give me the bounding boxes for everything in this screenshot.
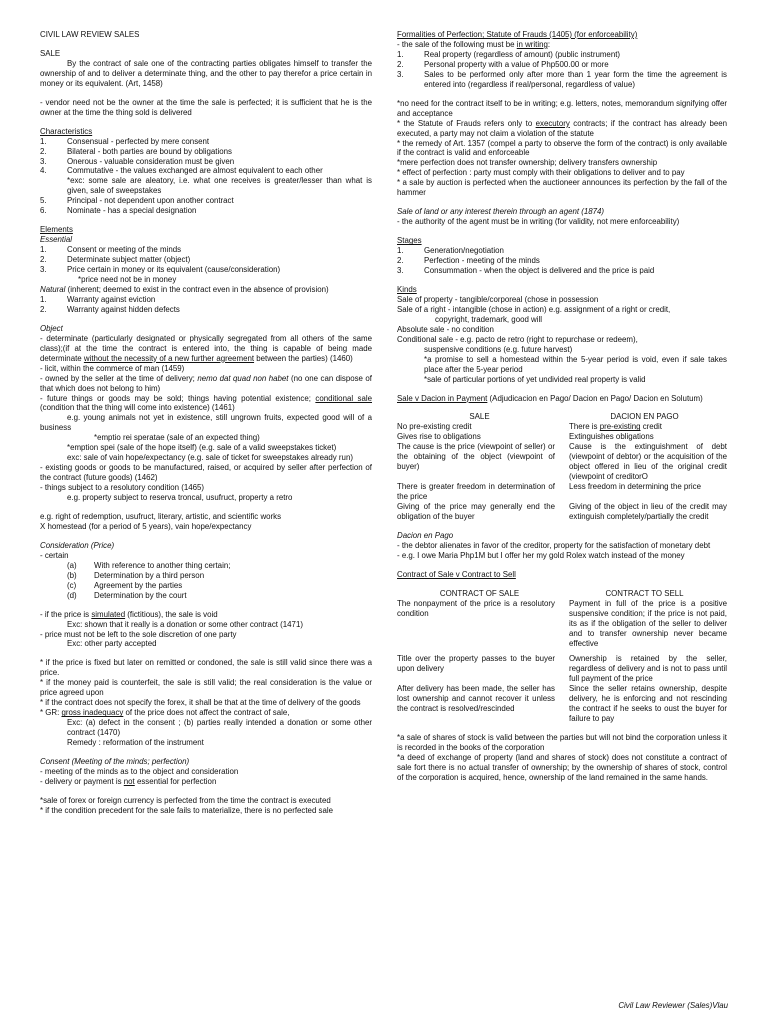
elements-heading: Elements	[40, 225, 73, 235]
list-item: 1. Consent or meeting of the minds	[40, 245, 182, 255]
object-future-example: e.g. young animals not yet in existence, still ungrown fruits, expected good will of a business	[40, 413, 372, 433]
table-header: DACION EN PAGO	[610, 412, 679, 422]
emptio-rei: *emptio rei speratae (sale of an expected thing)	[94, 433, 260, 443]
table-row: No pre-existing credit There is pre-existing credit	[397, 422, 662, 432]
counterfeit-note: * if the money paid is counterfeit, the sale is still valid; the real consideration is the value or price agreed upon	[40, 678, 372, 698]
sale-vs-sell-table	[397, 589, 727, 724]
art1357-note: * the remedy of Art. 1357 (compel a party to observe the form of the contract) is only available if the contract is valid and enforceable	[397, 138, 727, 158]
object-existing-goods: - existing goods or goods to be manufactured, raised, or acquired by seller after perfection of the contract (future goods) (1462)	[40, 463, 372, 483]
list-item: (a) With reference to another thing certain;	[67, 560, 231, 570]
gross-inadequacy-rule: * GR: gross inadequacy of the price does not affect the contract of sale,	[40, 708, 290, 718]
sale-definition: By the contract of sale one of the contracting parties obligates himself to transfer the ownership of and to deliver a determinate thing, and the other to pay therefor a price certain in money or its equivalent. (Art, 1458)	[40, 58, 372, 88]
forex-sale-note: *sale of forex or foreign currency is perfected from the time the contract is executed	[40, 795, 331, 805]
list-item: 2. Personal property with a value of Php500.00 or more	[397, 59, 609, 69]
right-column	[397, 30, 727, 783]
list-item: 3. Sales to be performed only after more than 1 year form the time the agreement is entered into (regardless if real/personal, regardless of value)	[397, 69, 727, 89]
document-title: CIVIL LAW REVIEW SALES	[40, 30, 140, 39]
table-row: Gives rise to obligations Extinguishes obligations	[397, 432, 654, 442]
discretion-exception: Exc: other party accepted	[67, 639, 157, 649]
list-item: (d) Determination by the court	[67, 590, 187, 600]
object-determinate: - determinate (particularly designated or physically segregated from all others of the same class);(if at the time the contract is entered into, the thing is capable of being made determinate without the necessity of a new further agreement between the parties) (1460)	[40, 333, 372, 363]
list-item: (c) Agreement by the parties	[67, 580, 183, 590]
consideration-heading: Consideration (Price)	[40, 540, 115, 550]
agent-heading: Sale of land or any interest therein through an agent (1874)	[397, 207, 605, 217]
object-exception: exc: sale of vain hope/expectancy (e.g. sale of ticket for sweepstakes already run)	[67, 453, 353, 463]
table-header: CONTRACT TO SELL	[605, 588, 684, 598]
characteristics-heading: Characteristics	[40, 126, 93, 136]
kind-right-cont: copyright, trademark, good will	[435, 314, 543, 324]
gross-inadequacy-remedy: Remedy : reformation of the instrument	[67, 738, 204, 748]
sale-vs-dacion-table	[397, 412, 727, 521]
gross-inadequacy-exception: Exc: (a) defect in the consent ; (b) parties really intended a donation or some other contract (1470)	[67, 718, 372, 738]
discretion-note: - price must not be left to the sole discretion of one party	[40, 629, 237, 639]
consent-meeting: - meeting of the minds as to the object and consideration	[40, 766, 239, 776]
kind-property: Sale of property - tangible/corporeal (chose in possession	[397, 294, 599, 304]
shares-of-stock-note: *a sale of shares of stock is valid between the parties but will not bind the corporation unless it is recorded in the books of the corporation	[397, 733, 727, 753]
statute-of-frauds-note: * the Statute of Frauds refers only to executory contracts; if the contract has already been executed, a party may not claim a violation of the statute	[397, 118, 727, 138]
object-resolutory-example: e.g. property subject to reserva troncal, usufruct, property a retro	[67, 493, 293, 503]
object-resolutory: - things subject to a resolutory condition (1465)	[40, 483, 205, 493]
kind-absolute: Absolute sale - no condition	[397, 324, 494, 334]
simulated-exception: Exc: shown that it really is a donation or some other contract (1471)	[67, 619, 303, 629]
kind-conditional: Conditional sale - e.g. pacto de retro (right to repurchase or redeem),	[397, 334, 638, 344]
list-item: 2. Warranty against hidden defects	[40, 304, 180, 314]
stages-heading: Stages	[397, 236, 422, 246]
object-rights-example: e.g. right of redemption, usufruct, literary, artistic, and scientific works	[40, 511, 282, 521]
list-item: 6. Nominate - has a special designation	[40, 206, 197, 216]
characteristics-list	[40, 137, 372, 217]
list-item: 2. Determinate subject matter (object)	[40, 255, 191, 265]
object-homestead: X homestead (for a period of 5 years), vain hope/expectancy	[40, 521, 252, 531]
list-item: (b) Determination by a third person	[67, 570, 205, 580]
essential-label: Essential	[40, 235, 73, 245]
mere-perfection-note: *mere perfection does not transfer ownership; delivery transfers ownership	[397, 158, 658, 168]
table-header-row	[397, 412, 727, 422]
table-row: Giving of the price may generally end the obligation of the buyer Giving of the object in lieu of the credit may extinguish completely/partially the credit	[397, 502, 727, 521]
list-item: 1. Generation/negotiation	[397, 246, 504, 256]
list-item: 1. Consensual - perfected by mere consent	[40, 136, 210, 146]
object-owned: - owned by the seller at the time of delivery; nemo dat quad non habet (no one can dispose of that which does not belong to him)	[40, 373, 372, 393]
kind-conditional-cont: suspensive conditions (e.g. future harvest)	[424, 344, 573, 354]
list-item: 5. Principal - not dependent upon another contract	[40, 196, 234, 206]
emptio-spei: *emption spei (sale of the hope itself) (e.g. sale of a valid sweepstakes ticket)	[67, 443, 337, 453]
left-column	[40, 30, 372, 816]
table-row: There is greater freedom in determination of the price Less freedom in determining the price	[397, 482, 702, 502]
consent-delivery: - delivery or payment is not essential for perfection	[40, 776, 217, 786]
object-licit: - licit, within the commerce of man (1459)	[40, 363, 185, 373]
list-item: 1. Warranty against eviction	[40, 294, 156, 304]
characteristics-exception: *exc: some sale are aleatory, i.e. what one receives is greater/lesser than what is given, sale of sweepstakes	[67, 176, 372, 196]
fixed-price-note: * if the price is fixed but later on remitted or condoned, the sale is still valid since there was a price.	[40, 658, 372, 678]
table-row: After delivery has been made, the seller has lost ownership and cannot recover it unless the contract is resolved/rescinded Since the seller retains ownership, despite delivery, he is enforcing and not rescinding the contract if he seeks to oust the buyer for failure to pay	[397, 684, 727, 724]
table-row: The cause is the price (viewpoint of seller) or the obtaining of the object (viewpoint of buyer) Cause is the extinguishment of debt (viewpoint of debtor) or the acquisition of the object offered in lieu of the original credit (viewpoint of creditorO	[397, 442, 727, 482]
list-item: 1. Real property (regardless of amount) (public instrument)	[397, 49, 621, 59]
simulated-price: - if the price is simulated (fictitious), the sale is void	[40, 609, 218, 619]
table-row: The nonpayment of the price is a resolutory condition Payment in full of the price is a positive suspensive condition; if the price is not paid, its as if the obligation of the seller to deliver and to transfer ownership never became effective	[397, 598, 727, 648]
table-row: Title over the property passes to the buyer upon delivery Ownership is retained by the seller, regardless of delivery and is not to pass until full payment of the price	[397, 654, 727, 684]
list-item: 2. Perfection - meeting of the minds	[397, 256, 540, 266]
consent-heading: Consent (Meeting of the minds; perfection)	[40, 757, 190, 766]
certain-label: - certain	[40, 550, 69, 560]
list-item: 3. Price certain in money or its equivalent (cause/consideration)	[40, 265, 281, 275]
homestead-note: *a promise to sell a homestead within the 5-year period is void, even if sale takes place after the 5-year period	[424, 354, 727, 374]
list-item: 3. Onerous - valuable consideration must be given	[40, 156, 235, 166]
kinds-heading: Kinds	[397, 284, 417, 294]
dacion-definition: - the debtor alienates in favor of the creditor, property for the satisfaction of monetary debt	[397, 540, 711, 550]
table-header: SALE	[469, 412, 490, 422]
page-footer: Civil Law Reviewer (Sales)Vlau	[618, 1001, 728, 1010]
list-item: 2. Bilateral - both parties are bound by obligations	[40, 146, 232, 156]
list-item: 3. Consummation - when the object is delivered and the price is paid	[397, 266, 655, 276]
dacion-example: - e.g. I owe Maria Php1M but I offer her my gold Rolex watch instead of the money	[397, 550, 685, 560]
natural-elements: Natural (inherent; deemed to exist in the contract even in the absence of provision)	[40, 284, 329, 294]
undivided-property-note: *sale of particular portions of yet undivided real property is valid	[424, 374, 646, 384]
table-header-row	[397, 589, 727, 599]
forex-note: * if the contract does not specify the forex, it shall be that at the time of delivery of the goods	[40, 698, 361, 708]
effect-perfection-note: * effect of perfection : party must comply with their obligations to deliver and to pay	[397, 168, 685, 178]
condition-precedent-note: * if the condition precedent for the sale fails to materialize, there is no perfected sale	[40, 805, 333, 815]
list-item: 4. Commutative - the values exchanged are almost equivalent to each other	[40, 166, 323, 176]
price-note: *price need not be in money	[78, 275, 177, 285]
formalities-intro: - the sale of the following must be in writing:	[397, 39, 551, 49]
dacion-label: Dacion en Pago	[397, 530, 454, 540]
formalities-heading: Formalities of Perfection; Statute of Frauds (1405) (for enforceability)	[397, 30, 638, 39]
dacion-heading: Sale v Dacion in Payment (Adjudicacion en Pago/ Dacion en Pago/ Dacion en Solutum)	[397, 393, 703, 403]
sale-heading: SALE	[40, 48, 61, 58]
contract-to-sell-heading: Contract of Sale v Contract to Sell	[397, 569, 516, 579]
object-future: - future things or goods may be sold; things having potential existence; conditional sale (condition that the thing will come into existence) (1461)	[40, 393, 372, 413]
auction-note: * a sale by auction is perfected when the auctioneer announces its perfection by the fall of the hammer	[397, 178, 727, 198]
table-header: CONTRACT OF SALE	[439, 588, 520, 598]
deed-of-exchange-note: *a deed of exchange of property (land and shares of stock) does not constitute a contract of sale fort there is no actual transfer of ownership; by the ownership of shares of stock, control of the corporation is acquired, hence, ownership of the land remained in the same hands.	[397, 753, 727, 782]
kind-right: Sale of a right - intangible (chose in action) e.g. assignment of a right or credit,	[397, 304, 671, 314]
agent-text: - the authority of the agent must be in writing (for validity, not mere enforceability)	[397, 217, 680, 227]
vendor-note: - vendor need not be the owner at the time the sale is perfected; it is sufficient that he is the owner at the time the thing sold is delivered	[40, 97, 372, 117]
no-need-writing-note: *no need for the contract itself to be in writing; e.g. letters, notes, memorandum signifying offer and acceptance	[397, 98, 727, 118]
object-heading: Object	[40, 323, 63, 333]
